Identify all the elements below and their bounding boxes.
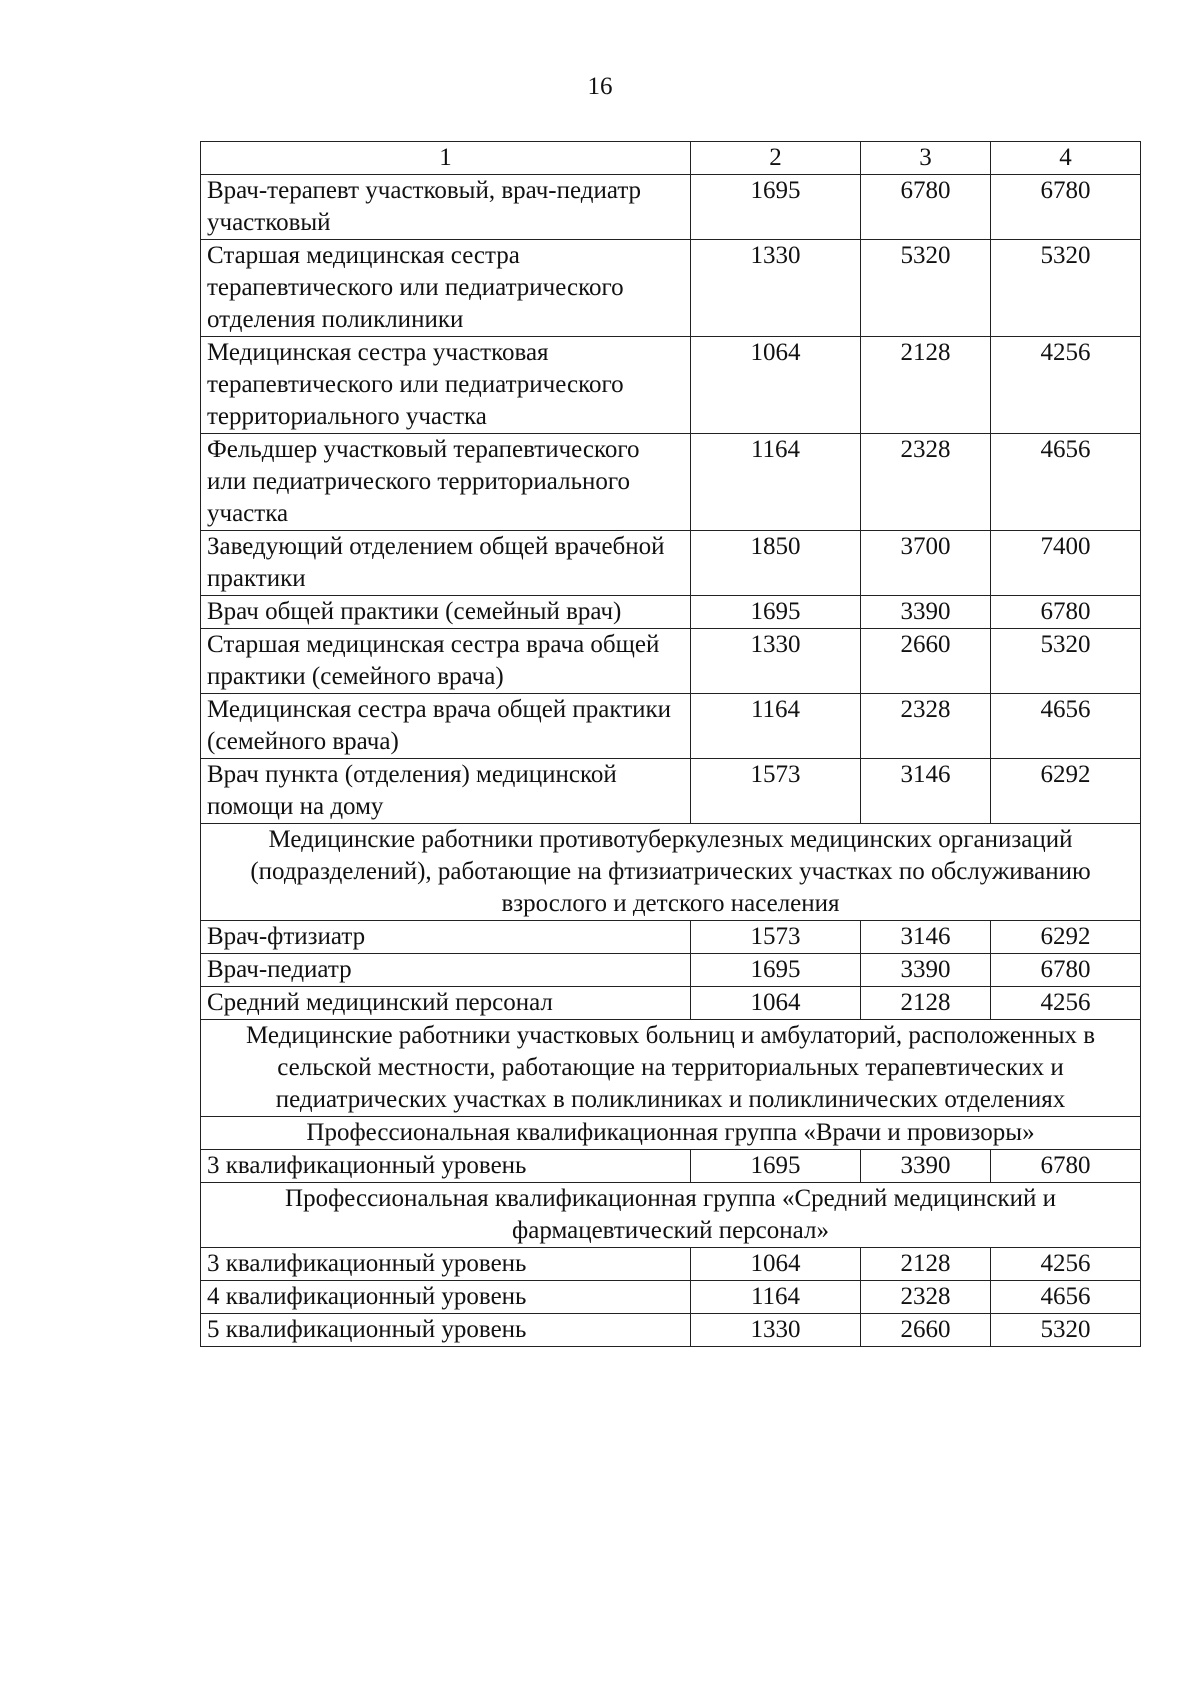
value-cell-col4: 6780 [991,1150,1141,1183]
table-row [201,1281,1141,1314]
section-heading-row [201,1183,1141,1248]
value-cell-col3: 2660 [861,629,991,694]
section-heading-row [201,824,1141,921]
table-body [201,142,1141,1347]
position-name-cell: Заведующий отделением общей врачебной практики [201,531,691,596]
table-row [201,434,1141,531]
value-cell-col3: 3146 [861,921,991,954]
value-cell-col2: 1064 [691,337,861,434]
header-cell: 3 [861,142,991,175]
section-heading: Профессиональная квалификационная группа «Врачи и провизоры» [201,1117,1141,1150]
position-name-cell: 3 квалификационный уровень [201,1150,691,1183]
value-cell-col3: 2128 [861,987,991,1020]
value-cell-col4: 4656 [991,434,1141,531]
position-name-cell: 5 квалификационный уровень [201,1314,691,1347]
table-row [201,1248,1141,1281]
value-cell-col3: 2660 [861,1314,991,1347]
position-name-cell: 4 квалификационный уровень [201,1281,691,1314]
value-cell-col3: 3390 [861,596,991,629]
value-cell-col2: 1330 [691,1314,861,1347]
value-cell-col4: 4656 [991,1281,1141,1314]
value-cell-col4: 5320 [991,240,1141,337]
value-cell-col2: 1850 [691,531,861,596]
table-row [201,1150,1141,1183]
value-cell-col4: 7400 [991,531,1141,596]
position-name-cell: Старшая медицинская сестра врача общей практики (семейного врача) [201,629,691,694]
value-cell-col3: 6780 [861,175,991,240]
value-cell-col2: 1164 [691,694,861,759]
value-cell-col2: 1164 [691,434,861,531]
position-name-cell: Медицинская сестра врача общей практики (семейного врача) [201,694,691,759]
value-cell-col4: 4656 [991,694,1141,759]
position-name-cell: Врач общей практики (семейный врач) [201,596,691,629]
value-cell-col4: 5320 [991,629,1141,694]
position-name-cell: Медицинская сестра участковая терапевтического или педиатрического территориального участка [201,337,691,434]
position-name-cell: Средний медицинский персонал [201,987,691,1020]
table-row [201,954,1141,987]
value-cell-col4: 4256 [991,1248,1141,1281]
table-row [201,629,1141,694]
table-row [201,987,1141,1020]
value-cell-col4: 6780 [991,596,1141,629]
position-name-cell: Врач пункта (отделения) медицинской помощи на дому [201,759,691,824]
value-cell-col2: 1695 [691,954,861,987]
table-row [201,337,1141,434]
position-name-cell: 3 квалификационный уровень [201,1248,691,1281]
header-cell: 2 [691,142,861,175]
table-row [201,694,1141,759]
table-row [201,175,1141,240]
value-cell-col4: 6292 [991,921,1141,954]
section-heading-row [201,1117,1141,1150]
value-cell-col2: 1330 [691,629,861,694]
section-heading: Медицинские работники участковых больниц и амбулаторий, расположенных в сельской местности, работающие на территориальных терапевтических и педиатрических участках в поликлиниках и поликлинических отделениях [201,1020,1141,1117]
value-cell-col3: 2128 [861,1248,991,1281]
value-cell-col2: 1064 [691,987,861,1020]
value-cell-col2: 1695 [691,175,861,240]
value-cell-col3: 2328 [861,694,991,759]
page-number: 16 [587,73,613,100]
value-cell-col4: 6292 [991,759,1141,824]
table-row [201,531,1141,596]
section-heading-row [201,1020,1141,1117]
table-row [201,240,1141,337]
value-cell-col4: 6780 [991,954,1141,987]
section-heading: Профессиональная квалификационная группа «Средний медицинский и фармацевтический персонал» [201,1183,1141,1248]
position-name-cell: Фельдшер участковый терапевтического или педиатрического территориального участка [201,434,691,531]
value-cell-col3: 3390 [861,954,991,987]
table-row [201,921,1141,954]
position-name-cell: Врач-терапевт участковый, врач-педиатр участковый [201,175,691,240]
table-row [201,1314,1141,1347]
value-cell-col4: 5320 [991,1314,1141,1347]
value-cell-col3: 3146 [861,759,991,824]
value-cell-col2: 1573 [691,759,861,824]
table-row [201,759,1141,824]
table-row [201,596,1141,629]
table-header-row [201,142,1141,175]
value-cell-col2: 1064 [691,1248,861,1281]
section-heading: Медицинские работники противотуберкулезных медицинских организаций (подразделений), работающие на фтизиатрических участках по обслуживанию взрослого и детского населения [201,824,1141,921]
value-cell-col2: 1695 [691,1150,861,1183]
value-cell-col2: 1573 [691,921,861,954]
rates-table [200,141,1141,1347]
position-name-cell: Врач-фтизиатр [201,921,691,954]
header-cell: 4 [991,142,1141,175]
position-name-cell: Старшая медицинская сестра терапевтического или педиатрического отделения поликлиники [201,240,691,337]
value-cell-col3: 3390 [861,1150,991,1183]
value-cell-col3: 2328 [861,1281,991,1314]
value-cell-col2: 1164 [691,1281,861,1314]
value-cell-col3: 2128 [861,337,991,434]
value-cell-col4: 4256 [991,337,1141,434]
header-cell: 1 [201,142,691,175]
value-cell-col4: 4256 [991,987,1141,1020]
value-cell-col3: 5320 [861,240,991,337]
value-cell-col3: 2328 [861,434,991,531]
value-cell-col4: 6780 [991,175,1141,240]
value-cell-col2: 1695 [691,596,861,629]
position-name-cell: Врач-педиатр [201,954,691,987]
value-cell-col3: 3700 [861,531,991,596]
value-cell-col2: 1330 [691,240,861,337]
